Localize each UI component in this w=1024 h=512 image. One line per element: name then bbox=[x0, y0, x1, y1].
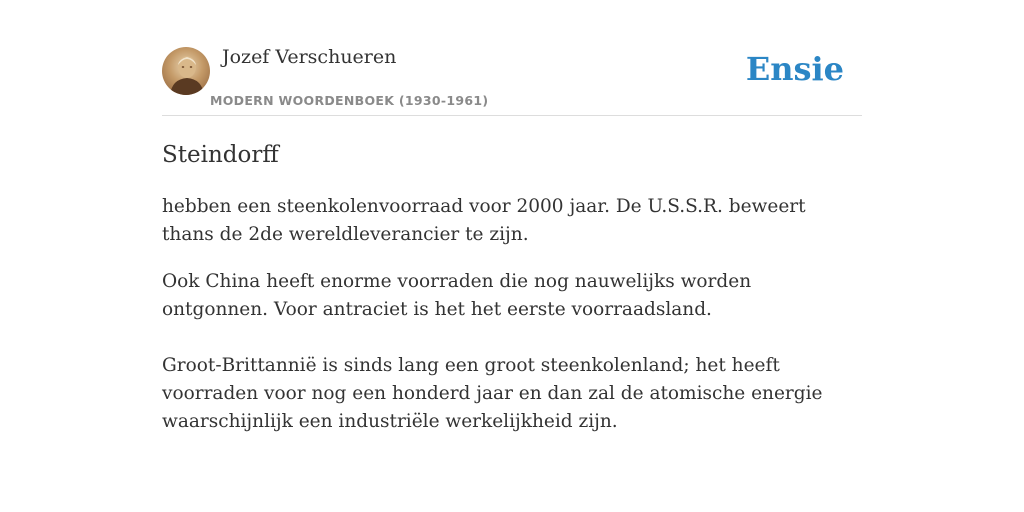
brand-logo[interactable]: Ensie bbox=[745, 50, 844, 88]
paragraph: hebben een steenkolenvoorraad voor 2000 jaar. De U.S.S.R. beweert thans de 2de wereldleverancier te zijn. bbox=[162, 196, 806, 245]
author-avatar[interactable] bbox=[162, 47, 210, 95]
entry-card bbox=[162, 40, 862, 436]
paragraph: Groot-Brittannië is sinds lang een groot steenkolenland; het heeft voorraden voor nog een honderd jaar en dan zal de atomische energie waarschijnlijk een industriële werkelijkheid zijn. bbox=[162, 355, 823, 432]
paragraph: Ook China heeft enorme voorraden die nog nauwelijks worden ontgonnen. Voor antraciet is het het eerste voorraadsland. bbox=[162, 271, 752, 320]
entry-title: Steindorff bbox=[162, 142, 279, 168]
author-name[interactable]: Jozef Verschueren bbox=[222, 46, 397, 68]
source-label[interactable]: MODERN WOORDENBOEK (1930-1961) bbox=[210, 93, 489, 108]
entry-header bbox=[162, 40, 862, 116]
author-portrait-icon bbox=[162, 47, 210, 95]
